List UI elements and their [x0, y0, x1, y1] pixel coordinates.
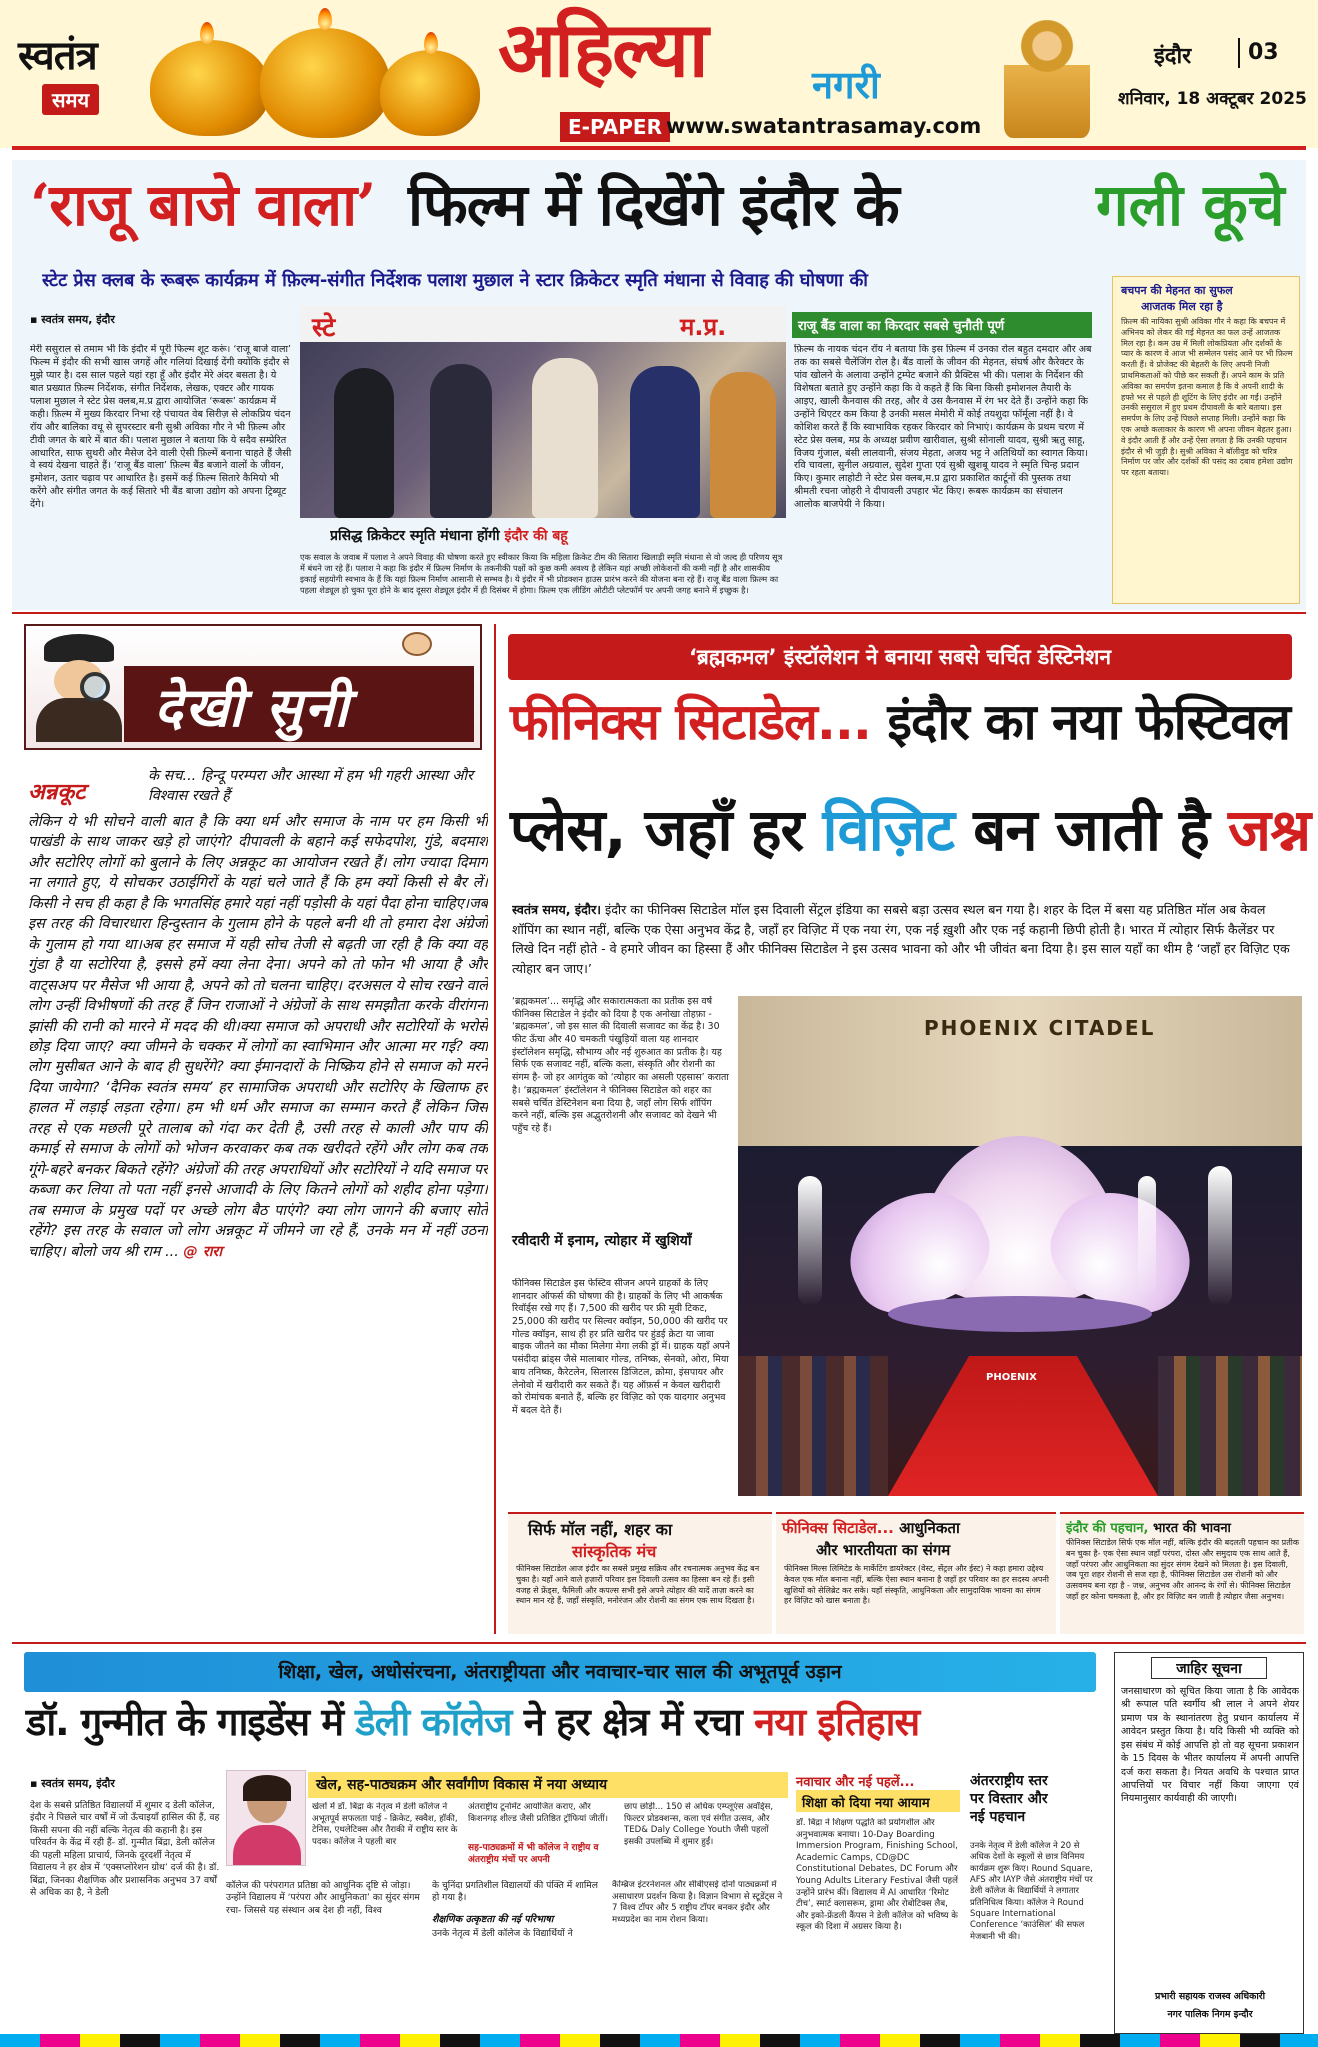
phoenix-box-2-head	[782, 1518, 960, 1538]
page-number: 03	[1248, 40, 1279, 65]
mall-sign: PHOENIX CITADEL	[924, 1016, 1156, 1040]
daly-byline: ▪ स्वतंत्र समय, इंदौर	[30, 1777, 115, 1790]
phoenix-box-3-text: फीनिक्स सिटाडेल सिर्फ एक मॉल नहीं, बल्कि इंदौर की बदलती पहचान का प्रतीक बन चुका है- एक ऐसा स्थान जहाँ परंपरा, दोस्त और समुदाय एक साथ आते हैं, जहाँ परंपरा और आधुनिकता का सुंदर संगम देखने को मिलता है। इस दिवाली, जब पूरा शहर रोशनी से सज रहा है, फीनिक्स सिटाडेल उस रोशनी को और उत्सवमय बना रहा है - जश्न, अनुभव और आनन्द के रंगों से। फीनिक्स सिटाडेल जहाँ हर कोना चमकता है, और हर विज़िट बन जाती है त्योहार जैसा अनुभव।	[1066, 1538, 1300, 1601]
brand-logo	[18, 22, 138, 132]
phoenix-box-1-head: सिर्फ मॉल नहीं, शहर का	[528, 1520, 673, 1539]
notice-text: जनसाधारण को सूचित किया जाता है कि आवेदक श्री रूपाल पति स्वर्गीय श्री लाल ने अपने शेयर प्रमाण पत्र के स्थानांतरण हेतु प्रधान कार्यालय में आवेदन प्रस्तुत किया है। यदि किसी भी व्यक्ति को इस संबंध में कोई आपत्ति हो तो वह सूचना प्रकाशन के 15 दिवस के भीतर कार्यालय में अपनी आपत्ति दर्ज करा सकता है। नियत अवधि के पश्चात प्राप्त आपत्तियों पर विचार नहीं किया जाएगा एवं नियमानुसार कार्यवाही की जाएगी।	[1121, 1686, 1299, 1805]
phoenix-box-3-head-a: इंदौर की पहचान,	[1066, 1521, 1149, 1536]
phoenix-headline-rest: इंदौर का नया फेस्टिवल	[887, 693, 1290, 751]
lotus-stage	[888, 1296, 1152, 1332]
daly-intl-head-1: अंतरराष्ट्रीय स्तर	[970, 1773, 1048, 1789]
phoenix-col-a2: फीनिक्स सिटाडेल इस फेस्टिव सीजन अपने ग्राहकों के लिए शानदार ऑफर्स की घोषणा की है। ग्राहकों के लिए भी आकर्षक रिवॉर्ड्स रखे गए हैं। 7,500 की खरीद पर फ्री मूवी टिकट, 25,000 की खरीद पर सिल्वर क्वॉइन, 50,000 की खरीद पर गोल्ड क्वॉइन, साथ ही हर प्रति खरीद पर हुंडई क्रेटा या जावा बाइक जीतने का मौका मिलेगा मेगा लकी ड्रॉ में। ग्राहक यहाँ अपने पसंदीदा ब्रांड्स जैसे मालाबार गोल्ड, तनिष्क, सेनको, ओरा, मिया बाय तनिष्क, कैरेटलेन, सिलारस डिजिटल, क्रोमा, इंसपायर और लेनोवो में खरीदारी कर सकते हैं। यह ऑफ़र्स न केवल खरीदारी को रोमांचक बनाते हैं, बल्कि हर विज़िट को एक यादगार अनुभव में बदल देते हैं।	[512, 1278, 730, 1416]
lead-column-1: मेरी ससुराल से तमाम भी कि इंदौर में पूरी फिल्म शूट करूं। ‘राजू बाजे वाला’ फिल्म में इंदौर की सभी खास जगहें और गलियां दिखाई देंगी क्योंकि इंदौर से मुझे प्यार है। दस साल पहले यहां रहा हूँ और इंदौर मेरे अंदर बसता है। ये बात प्रख्यात फ़िल्म निर्देशक, संगीत निर्देशक, लेखक, एक्टर और गायक पलाश मुछाल ने स्टेट प्रेस क्लब,म.प्र द्वारा आयोजित ‘रूबरू’ कार्यक्रम में कही। फ़िल्म में मुख्य किरदार निभा रहे पंचायत वेब सिरीज़ से लोकप्रिय चंदन रॉय और बालिका वधू से सुपरस्टार बनी सुश्री अविका गौर ने भी फ़िल्म और टीवी जगत के बारे में बात की। पलाश मुछाल ने बताया कि ये सदैव सम्प्रेरित आधारित, साफ सुथरी और मैसेज देने वाली ऐसी फ़िल्में बनाना चाहते हैं जैसी वे स्वयं देखना चाहते हैं। ‘राजू बैंड वाला’ फ़िल्म बैंड बजाने वालों के जीवन, इमोशन, उतार चढ़ाव पर आधारित है। इसमें कई फ़िल्म सितारे कैमियो भी करेंगे और संगीत जगत के कई सितारे भी बैंड बाजा उद्योग को अपना ट्रिब्यूट देंगे।	[30, 344, 292, 511]
notice-sign: प्रभारी सहायक राजस्व अधिकारी	[1154, 1991, 1266, 2002]
phoenix-intro-text: इंदौर का फीनिक्स सिटाडेल मॉल इस दिवाली सेंट्रल इंडिया का सबसे बड़ा उत्सव स्थल बन गया है। शहर के दिल में बसा यह प्रतिष्ठित मॉल अब केवल शॉपिंग का स्थान नहीं, बल्कि एक ऐसा अनुभव केंद्र है, जहाँ हर विज़िट में एक नया रंग, एक नई ख़ुशी और एक नई कहानी छिपी होती है। भारत में त्योहार सिर्फ कैलेंडर पर लिखे दिन नहीं होते - वे हमारे जीवन का हिस्सा हैं और फीनिक्स सिटाडेल ने इस उत्सव भावना को और भी जीवंत बना दिया है। इस साल यहाँ का थीम है ‘जहाँ हर विज़िट एक त्योहार बन जाए।’	[512, 902, 1290, 976]
photo-caption-text: प्रसिद्ध क्रिकेटर स्मृति मंधाना होंगी	[330, 528, 500, 544]
lead-subhead: स्टेट प्रेस क्लब के रूबरू कार्यक्रम में फ़िल्म-संगीत निर्देशक पलाश मुछाल ने स्टार क्रिकेटर स्मृति मंधाना से विवाह की घोषणा की	[42, 270, 868, 291]
daly-headline-a: डॉ. गुन्मीत के गाइडेंस में	[26, 1700, 344, 1744]
website[interactable]: www.swatantrasamay.com	[666, 114, 982, 138]
side-story-body: फ़िल्म के नायक चंदन रॉय ने बताया कि इस फ़िल्म में उनका रोल बहुत दमदार और अब तक का सबसे चैलेंजिंग रोल है। बैंड वालों के जीवन की मेहनत, संघर्ष और कैरेक्टर के पांव खोलने के अलावा उन्होंने ट्रम्पेट बजाने की प्रैक्टिस भी की। पलाश के निर्देशन की विशेषता बताते हुए उन्होंने कहा कि वे कहते हैं कि बिना किसी इमोशनल तैयारी के आइए, खाली कैनवास की तरह, और वे उस कैनवास में रंग भर देते हैं। उन्होंने कहा कि उन्होंने थिएटर कम किया है उनकी मसल मेमोरी में कोई तयशुदा फॉर्मूला नहीं है। वे कोशिश करते हैं कि स्वाभाविक रहकर किरदार को निभाएं। कार्यक्रम के प्रथम चरण में स्टेट प्रेस क्लब, मप्र के अध्यक्ष प्रवीण खारीवाल, सुश्री सोनाली यादव, सुश्री ऋतु साहू, विजय गुंजाल, बंसी लालवानी, संजय मेहता, अजय भट्ट ने अतिथियों का स्वागत किया। रवि चावला, सुनील अग्रवाल, सुदेश गुप्ता एवं सुश्री खुशबू यादव ने स्मृति चिन्ह प्रदान किए। कुमार लाहोटी ने स्टेट प्रेस क्लब,म.प्र द्वारा प्रकाशित कार्टूनों की पुस्तक तथा श्रीमती रचना जोहरी ने दीपावली उपहार भेंट किए। रूबरू कार्यक्रम का संचालन आलोक बाजपेयी ने किया।	[794, 344, 1092, 511]
lead-headline-end: गली कूचे	[1096, 171, 1285, 239]
daly-col-5: कॉलेज की परंपरागत प्रतिष्ठा को आधुनिक दृष्टि से जोड़ा। उन्होंने विद्यालय में ‘परंपरा और आधुनिकता’ का सुंदर संगम रचा- जिससे यह संस्थान अब देश ही नहीं, विश्व	[226, 1880, 420, 1916]
issue-date: शनिवार, 18 अक्टूबर 2025	[1118, 89, 1307, 109]
daly-intl-text: उनके नेतृत्व में डेली कॉलेज ने 20 से अधिक देशों के स्कूलों से छात्र विनिमय कार्यक्रम शुरू किए। Round Square, AFS और IAYP जैसे अंतराष्ट्रीय मंचों पर डेली कॉलेज के विद्यार्थियों ने लगातार प्रतिनिधित्व किया। कॉलेज ने Round Square International Conference ‘काउंसिल’ की सफल मेजबानी भी की।	[970, 1840, 1093, 1941]
phoenix-intro-byline: स्वतंत्र समय, इंदौर।	[512, 902, 601, 917]
daly-strip-text: शिक्षा, खेल, अधोसंरचना, अंतराष्ट्रीयता और नवाचार-चार साल की अभूतपूर्व उड़ान	[278, 1661, 842, 1683]
person-silhouette	[430, 364, 492, 518]
notice-head: जाहिर सूचना	[1151, 1657, 1267, 1679]
dekhisuni-signoff: @ रारा	[183, 1243, 223, 1260]
phoenix-headline-2a: प्लेस, जहाँ हर	[510, 796, 804, 864]
daly-col-4: छाप छोड़ी... 150 से अधिक एम्प्लूएंस अवॉर्ड्स, फिल्टर प्रोडक्शन्स, कला एवं संगीत उत्सव, और TED& Daly College Youth जैसी पहलों इसकी उपलब्धि में शुमार हुईं।	[624, 1802, 774, 1847]
phoenix-box-1	[508, 1512, 772, 1634]
dekhisuni-body-text: लेकिन ये भी सोचने वाली बात है कि क्या धर्म और समाज के नाम पर हम किसी भी पाखंडी के साथ जाकर खड़े हो जाएंगे? दीपावली के बहाने कई सफेदपोश, गुंडे, बदमाश और सटोरिए लोगों को बुलाने के लिए अन्नकूट का आयोजन रखते हैं। लोग ज्यादा दिमाग ना लगाते हुए, ये सोचकर उठाईगिरों के यहां चले जाते हैं कि हम क्यों किसी से बैर लें। किसी ने सच ही कहा है कि भगतसिंह हमारे यहां नहीं पड़ोसी के यहां पैदा होना चाहिए।जब इस तरह की विचारधारा हिन्दुस्तान के गुलाम होने के पहले बनी थी तो हमारा देश अंग्रेजों के गुलाम हो गया था।अब हर समाज में यही सोच तेजी से बढ़ती जा रही है कि क्या वह गुंडा है या सटोरिया है, इससे हमें क्या लेना देना। अपने को तो फोन भी आया है और वाट्सअप पर मैसेज भी आया है, अपने को तो चलना चाहिए। दरअसल ये सोच रखने वाले लोग उन्हीं विभीषणों की तरह हैं जिन राजाओं ने अंग्रेजों के साथ समझौता करके वीरांगना झांसी की रानी को मारने में मदद की थी।क्या समाज को अपराधी और सटोरियों के भरोसे छोड़ दिया जाए? क्या जीमने के चक्कर में लोगों का स्वाभिमान और आत्मा मर गई? क्या लोग मुसीबत आने के बाद ही सुधरेंगे? क्या ईमानदारों के निष्क्रिय होने से समाज को मरने दिया जायेगा? ‘दैनिक स्वतंत्र समय’ हर सामाजिक अपराधी और सटोरिए के खिलाफ हर हालत में लड़ाई लड़ता रहेगा। हम भी धर्म और समाज का सम्मान करते हैं लेकिन जिस तरह से एक मछली पूरे तालाब को गंदा कर देती है, उसी तरह से काली और पाप की कमाई से समाज के लोगों को भोजन करवाकर कब तक खरीदते रहेंगे और लोग कब तक गूंगे-बहरे बनकर बिकते रहेंगे? अंग्रेजों की तरह अपराधियों और सटोरियों ने यदि समाज पर कब्जा कर लिया तो पता नहीं इनसे आजादी के लिए कितने लोगों को शहीद होना पड़ेगा।तब समाज के प्रमुख पदों पर अच्छे लोग बैठ पाएंगे? क्या लोग जागने की बजाए सोते रहेंगे? इस तरह के सवाल जो लोग अन्नकूट में जीमने जा रहे हैं, उनके मन में नहीं उठना चाहिए। बोलो जय श्री राम ...	[28, 814, 488, 1260]
phoenix-box-1-head-2: सांस्कृतिक मंच	[572, 1542, 657, 1561]
crowd	[738, 1356, 888, 1496]
masthead	[0, 0, 1318, 148]
phoenix-headline-2b: विज़िट	[822, 796, 954, 864]
phoenix-box-2-text: फीनिक्स मिल्स लिमिटेड के मार्केटिंग डायरेक्टर (वेस्ट, सेंट्रल और ईस्ट) ने कहा हमारा उद्देश्य केवल एक मॉल बनाना नहीं, बल्कि ऐसा स्थान बनाना है जहाँ हर परिवार का हर सदस्य अपनी खुशियों को सेलिब्रेट कर सके। यहाँ संस्कृति, आधुनिकता और सामुदायिक भावना का संगम हर विज़िट को खास बनाता है।	[784, 1564, 1049, 1606]
dekhisuni-body	[28, 812, 488, 1630]
childhood-box-head-2: आजतक मिल रहा है	[1141, 300, 1223, 313]
phoenix-box-1-text: फीनिक्स सिटाडेल आज इंदौर का सबसे प्रमुख सक्रिय और रचनात्मक अनुभव केंद्र बन चुका है। यहाँ आने वाले हज़ारों परिवार इस दिवाली उत्सव का हिस्सा बन रहे हैं। इसी वजह से फ्रेंड्स, फैमिली और कपल्स सभी इसे अपने त्योहार की यादें ताज़ा करने का स्थान मान रहे हैं, जहाँ संस्कृति, मनोरंजन और रोशनी का संगम एक साथ दिखता है।	[516, 1564, 760, 1606]
photo-caption	[330, 526, 770, 545]
phoenix-box-2-head-2: और भारतीयता का संगम	[816, 1541, 951, 1559]
firework-sparkle	[1208, 1166, 1232, 1306]
lead-byline-text: स्वतंत्र समय, इंदौर	[41, 313, 115, 326]
phoenix-headline-2d: जश्न	[1228, 796, 1311, 864]
person-silhouette	[710, 372, 776, 518]
daly-col-7: कैम्ब्रिज इंटरनेशनल और सीबीएसई दोनों पाठ्यक्रमों में असाधारण प्रदर्शन किया है। विज्ञान विभाग से स्टूडेंट्स ने 7 विश्व टॉपर और 5 राष्ट्रीय टॉपर बनकर इंदौर और मध्यप्रदेश का नाम रोशन किया।	[612, 1880, 783, 1925]
detective-icon	[36, 634, 122, 742]
crowd	[1158, 1356, 1302, 1496]
photo-caption-accent: इंदौर की बहू	[504, 528, 568, 544]
city-label: इंदौर	[1154, 44, 1192, 69]
phoenix-box-3-head	[1066, 1518, 1231, 1536]
title-main: अहिल्या	[498, 5, 707, 94]
daly-headline-d: नया इतिहास	[754, 1700, 920, 1744]
title-accent: नगरी	[812, 63, 880, 107]
color-register-strip	[0, 2034, 1318, 2047]
section-rule	[12, 1642, 1306, 1644]
daly-intl-head	[970, 1772, 1120, 1827]
side-story-head: राजू बैंड वाला का किरदार सबसे चुनौती पूर्ण	[792, 312, 1092, 338]
daly-band-head: खेल, सह-पाठ्यक्रम और सर्वांगीण विकास में नया अध्याय	[308, 1772, 788, 1798]
daly-col-3-head: सह-पाठ्यक्रमों में भी कॉलेज ने राष्ट्रीय व अंतराष्ट्रीय मंचों पर अपनी	[468, 1843, 599, 1866]
phoenix-headline-2	[510, 796, 1311, 866]
phoenix-headline-1	[510, 692, 1304, 752]
phoenix-box-2-head-rest: आधुनिकता	[899, 1519, 960, 1537]
daly-col-6: के चुनिंदा प्रगतिशील विद्यालयों की पंक्ति में शामिल हो गया है।	[432, 1880, 598, 1904]
photo-banner	[300, 306, 786, 342]
daly-intl-head-3: नई पहचान	[970, 1809, 1026, 1826]
childhood-box-text: फ़िल्म की नायिका सुश्री अविका गौर ने कहा कि बचपन में अभिनय को लेकर की गई मेहनत का फल उन्हें आजतक मिल रहा है। कम उम्र में मिली लोकप्रियता और दर्शकों के प्यार के कारण वे आज भी सम्मेलन पसंद आने पर भी फ़िल्म करती हैं। वे प्रोजेक्ट की बेहतरी के लिए अपनी निजी प्राथमिकताओं को पीछे कर सकती हैं। अपने काम के प्रति अविका का समर्पण इतना कमाल है कि वे अपनी शादी के हफ्ते भर से पहले ही शूटिंग के लिए इंदौर आ गईं। उन्होंने उनकी ससुराल में हुए प्रथम दीपावली के बारे बताया। इस समर्पण के लिए उन्हें पिछले सप्ताह मिली। उन्होंने कहा कि एक अच्छे कलाकार के कारण भी अपना जीवन बेहतर हुआ। वे इंदौर आती हैं और उन्हें ऐसा लगता है कि उनकी पहचान इंदौर से भी जुड़ी है। सुश्री अविका ने बॉलीवुड को चरित्र निर्माण पर जोर और दर्शकों की पसंद का दबाव हमेशा उद्योग पर रहता बताया।	[1121, 317, 1293, 478]
phoenix-box-2-head-red: फीनिक्स सिटाडेल...	[782, 1519, 894, 1537]
phoenix-box-2	[776, 1512, 1056, 1634]
daly-strip	[24, 1652, 1096, 1692]
daly-col-1: देश के सबसे प्रतिष्ठित विद्यालयों में शुमार द डेली कॉलेज, इंदौर ने पिछले चार वर्षों में जो ऊँचाइयाँ हासिल की हैं, वह किसी सपना की नहीं बल्कि नेतृत्व की कहानी है। इस परिवर्तन के केंद्र में रही हैं- डॉ. गुन्मीत बिंद्रा, डेली कॉलेज की पहली महिला प्राचार्य, जिनके दूरदर्शी नेतृत्व में विद्यालय ने हर क्षेत्र में ‘एक्सप्लोरेशन ग्रोथ’ दर्ज की है। डॉ. बिंद्रा, जिनका शैक्षणिक और प्रशासनिक अनुभव 37 वर्षों से अधिक का है, ने डेली	[30, 1800, 220, 1898]
deity-illustration	[1004, 20, 1090, 138]
childhood-box-head: बचपन की मेहनत का सुफल	[1121, 284, 1233, 297]
dekhisuni-logo-box	[24, 624, 482, 750]
page-divider	[1238, 38, 1240, 68]
firework-sparkle	[1138, 1176, 1156, 1296]
daly-col-6b: उनके नेतृत्व में डेली कॉलेज के विद्यार्थियों ने	[432, 1928, 573, 1939]
daly-headline	[26, 1698, 1102, 1747]
phoenix-box-3-head-b: भारत की भावना	[1152, 1521, 1231, 1536]
section-rule	[12, 612, 1306, 614]
masthead-rule	[12, 146, 1306, 150]
photo-banner-text-2: म.प्र.	[680, 313, 727, 341]
lead-headline-mid: फिल्म में दिखेंगे इंदौर के	[408, 171, 899, 239]
brand-bottom: समय	[42, 84, 99, 115]
phoenix-box-3	[1060, 1512, 1304, 1634]
phoenix-headline-red: फीनिक्स सिटाडेल...	[510, 693, 871, 751]
phoenix-headline-2c: बन जाती है	[973, 796, 1209, 864]
notice-sign-2: नगर पालिक निगम इन्दौर	[1167, 2009, 1253, 2020]
daly-nava-head-2	[796, 1790, 960, 1812]
lead-byline: ▪ स्वतंत्र समय, इंदौर	[30, 313, 115, 326]
person-silhouette	[334, 368, 394, 518]
daly-nava-text: डॉ. बिंद्रा ने शिक्षण पद्धति को प्रयोगशील और अनुभवात्मक बनाया। 10-Day Boarding Immersion Program, Finishing School, Academic Camps, CD@DC Constitutional Debates, DC Forum और Young Adults Literary Festival जैसी पहलें उन्होंने प्रारंभ कीं। विद्यालय में AI आधारित ‘रिमोट टीच’, स्मार्ट क्लासरूम, ड्रामा और रोबोटिक्स लैब, और इको-फ्रेंडली कैंपस ने डेली कॉलेज को भविष्य के स्कूल की दिशा में अग्रसर किया है।	[796, 1818, 958, 1933]
dekhisuni-title: देखी सुनी	[154, 675, 351, 739]
photo-banner-text: स्टे	[312, 313, 336, 343]
person-silhouette	[532, 358, 598, 518]
childhood-box	[1112, 276, 1300, 604]
daly-intl-head-2: पर विस्तार और	[970, 1791, 1048, 1808]
daly-byline-text: स्वतंत्र समय, इंदौर	[41, 1777, 115, 1790]
mall-sign-2: PHOENIX	[986, 1372, 1037, 1383]
press-club-photo	[300, 306, 786, 518]
dekhisuni-dropcap: अन्नकूट	[28, 780, 86, 805]
phoenix-col-a1: ‘ब्रह्मकमल’... समृद्धि और सकारात्मकता का प्रतीक इस वर्ष फीनिक्स सिटाडेल ने इंदौर को दिया है एक अनोखा तोहफ़ा - ‘ब्रह्मकमल’, जो इस साल की दिवाली सजावट का केंद्र है। 30 फीट ऊँचा और 40 चमकती पंखुड़ियों वाला यह शानदार इंस्टॉलेशन समृद्धि, सौभाग्य और नई शुरुआत का प्रतीक है। यह सिर्फ एक सजावट नहीं, बल्कि कला, संस्कृति और रोशनी का संगम है- जो हर आगंतुक को ‘त्योहार का असली एहसास’ कराता है। ‘ब्रह्मकमल’ इंस्टॉलेशन ने फीनिक्स सिटाडेल को शहर का सबसे चर्चित डेस्टिनेशन बना दिया है, जहाँ लोग सिर्फ शॉपिंग करने नहीं, बल्कि इस अद्भुतरोशनी और सजावट को देखने भी पहुँच रहे हैं।	[512, 996, 729, 1134]
daly-headline-b: डेली कॉलेज	[355, 1700, 512, 1744]
phoenix-kicker: ‘ब्रह्मकमल’ इंस्टॉलेशन ने बनाया सबसे चर्चित डेस्टिनेशन	[508, 634, 1292, 680]
ear-icon	[402, 632, 432, 656]
principal-photo	[226, 1770, 306, 1866]
column-divider	[494, 624, 496, 1634]
daly-nava-head: नवाचार और नई पहलें...	[796, 1775, 915, 1790]
firework-sparkle	[798, 1176, 822, 1306]
daly-headline-c: ने हर क्षेत्र में रचा	[523, 1700, 742, 1744]
person-silhouette	[630, 366, 700, 518]
daly-col-6-head: शैक्षणिक उत्कृष्टता की नई परिभाषा	[432, 1914, 554, 1925]
brahmakamal-photo	[738, 996, 1302, 1496]
dekhisuni-lead-line: के सच... हिन्दू परम्परा और आस्था में हम भी गहरी आस्था और विश्वास रखते हैं	[148, 768, 474, 805]
phoenix-col-a-head: रवीदारी में इनाम, त्योहार में खुशियाँ	[512, 1233, 692, 1249]
photo-story: एक सवाल के जवाब में पलाश ने अपने विवाह की घोषणा करते हुए स्वीकार किया कि महिला क्रिकेट टीम की सितारा खिलाड़ी स्मृति मंधाना से वो जल्द ही परिणय सूत्र में बंधने जा रहे हैं। पलाश ने कहा कि इंदौर में फ़िल्म निर्माण के तकनीकी पक्षों को कुछ कमी अवश्य है लेकिन यहां अच्छी लोकेशनों की कमी नहीं है और शासकीय इकाई सहयोगी स्वभाव के हैं कि यहां फ़िल्म निर्माण आसानी से सम्भव है। ये इंदौर में भी प्रोडक्शन हाउस प्रारंभ करने की योजना बना रहे हैं। राजू बैंड वाला फ़िल्म का पहला शेड्यूल हो चुका पूरा होने के बाद दूसरा शेड्यूल इंदौर में ही दिसंबर में होगा। फ़िल्म एक लीडिंग ओटीटी प्लेटफॉर्म पर अपनी जगह बनाने में इच्छुक है।	[300, 552, 783, 596]
brand-top: स्वतंत्र	[18, 32, 97, 79]
daly-col-2: खेलों में डॉ. बिंद्रा के नेतृत्व में डेली कॉलेज ने अभूतपूर्व सफलता पाई - क्रिकेट, स्क्वैश, हॉकी, टेनिस, एथलेटिक्स और तैराकी में राष्ट्रीय स्तर के पदक। कॉलेज ने पहली बार	[312, 1802, 458, 1847]
phoenix-intro	[512, 900, 1294, 984]
daly-nava-head-2-text: शिक्षा को दिया नया आयाम	[802, 1796, 930, 1811]
daly-col-3: अंतराष्ट्रीय टूर्नामेंट आयोजित कराए, और किशनगढ़ शील्ड जैसी प्रतिष्ठित ट्रॉफियां जीतीं।	[468, 1802, 608, 1824]
lead-headline-quote: ‘राजू बाजे वाला’	[30, 171, 376, 239]
notice-box	[1114, 1652, 1304, 2034]
epaper-badge: E-PAPER	[560, 112, 670, 142]
